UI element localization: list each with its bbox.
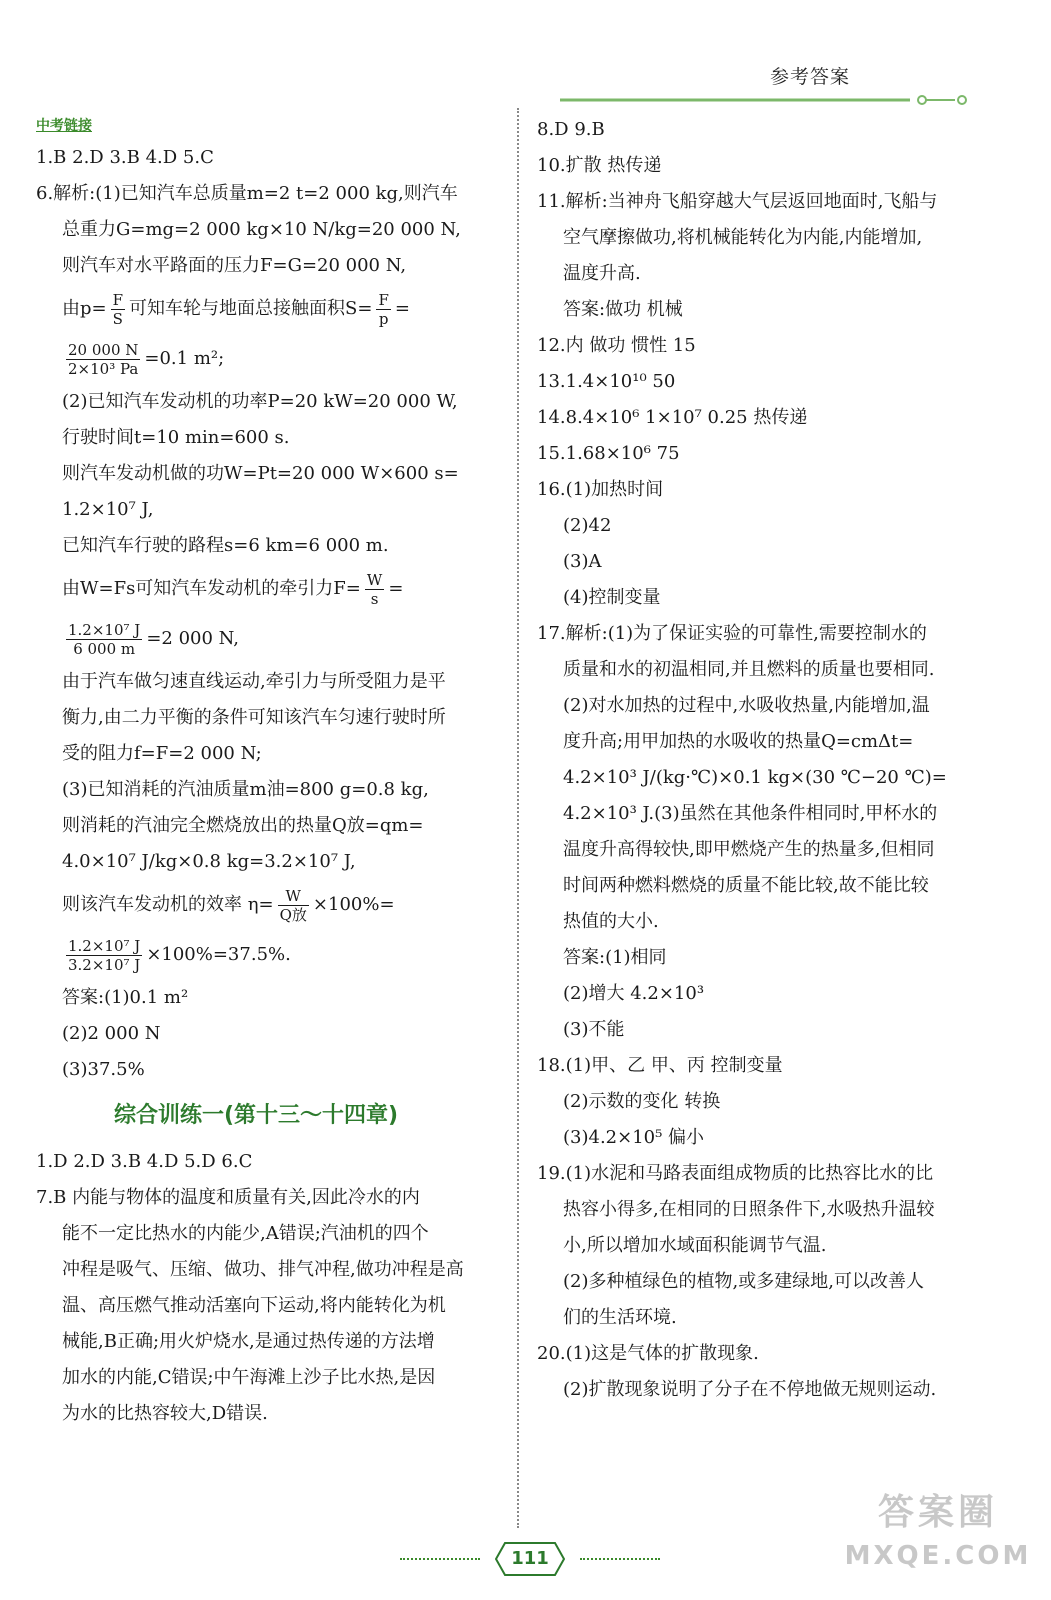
text-line: 热值的大小. [563, 911, 659, 932]
text-line: 温度升高得较快,即甲燃烧产生的热量多,但相同 [563, 839, 935, 860]
formula-line: $\frac{20 000 N}{\text{2×10³ Pa}}$ =0.1 m²; [68, 340, 225, 378]
text-line: 衡力,由二力平衡的条件可知该汽车匀速行驶时所 [62, 707, 446, 728]
text-line: 由于汽车做匀速直线运动,牵引力与所受阻力是平 [62, 671, 446, 692]
section-title: 综合训练一(第十三～十四章) [113, 1103, 399, 1128]
text-line: 则汽车发动机做的功W=Pt=20 000 W×600 s= [62, 463, 459, 484]
text-line: 4.0×10⁷ J/kg×0.8 kg=3.2×10⁷ J, [62, 851, 356, 872]
text-line: (3)已知消耗的汽油质量m油=800 g=0.8 kg, [62, 779, 429, 800]
header-decoration [560, 95, 980, 105]
formula-line: $\frac{\text{1.2×10⁷ J}}{6 000 m}$ =2 000 N, [68, 620, 239, 658]
fraction: $\frac{W}{\text{Q放}}$ [279, 886, 307, 924]
text-line: 为水的比热容较大,D错误. [62, 1403, 268, 1424]
text-line: (2)示数的变化 转换 [563, 1091, 721, 1112]
formula-line: 则该汽车发动机的效率 η= $\frac{W}{\text{Q放}}$ ×100%= [62, 886, 395, 924]
text-line: (2)扩散现象说明了分子在不停地做无规则运动. [563, 1379, 937, 1400]
text-line: 1.B 2.D 3.B 4.D 5.C [36, 147, 214, 168]
text-line: 加水的内能,C错误;中午海滩上沙子比水热,是因 [62, 1367, 436, 1388]
fraction: $\frac{F}{p}$ [378, 290, 389, 328]
text-line: 18.(1)甲、乙 甲、丙 控制变量 [537, 1055, 783, 1076]
right-column [537, 112, 997, 1408]
text-line: 14.8.4×10⁶ 1×10⁷ 0.25 热传递 [537, 407, 808, 428]
text-line: 则汽车对水平路面的压力F=G=20 000 N, [62, 255, 407, 276]
fraction: $\frac{\text{1.2×10⁷ J}}{\text{3.2×10⁷ J}}$ [68, 936, 141, 974]
text-line: 8.D 9.B [537, 119, 605, 140]
text-line: (3)4.2×10⁵ 偏小 [563, 1127, 705, 1148]
text-line: 温、高压燃气推动活塞向下运动,将内能转化为机 [62, 1295, 446, 1316]
text-line: 1.2×10⁷ J, [62, 499, 154, 520]
fraction: $\frac{F}{S}$ [112, 290, 124, 328]
text-line: 能不一定比热水的内能少,A错误;汽油机的四个 [62, 1223, 429, 1244]
text-line: 们的生活环境. [563, 1307, 677, 1328]
page-number: 111 [511, 1548, 549, 1569]
fraction: $\frac{W}{s}$ [366, 570, 383, 608]
answer-line: 答案:(1)0.1 m² [62, 987, 189, 1008]
footer-dots-left [400, 1558, 480, 1560]
text-line: 4.2×10³ J.(3)虽然在其他条件相同时,甲杯水的 [563, 803, 938, 824]
text-line: 温度升高. [563, 263, 641, 284]
text-line: (3)A [563, 551, 602, 572]
text-line: 空气摩擦做功,将机械能转化为内能,内能增加, [563, 227, 923, 248]
text-line: 已知汽车行驶的路程s=6 km=6 000 m. [62, 535, 389, 556]
text-line: 械能,B正确;用火炉烧水,是通过热传递的方法增 [62, 1331, 435, 1352]
text-line: 7.B 内能与物体的温度和质量有关,因此冷水的内 [36, 1187, 420, 1208]
text-line: 小,所以增加水域面积能调节气温. [563, 1235, 827, 1256]
text-line: 时间两种燃料燃烧的质量不能比较,故不能比较 [563, 875, 929, 896]
left-column [36, 112, 476, 1432]
text-line: 20.(1)这是气体的扩散现象. [537, 1343, 759, 1364]
fraction: $\frac{\text{1.2×10⁷ J}}{6 000 m}$ [68, 620, 141, 658]
text-line: 则消耗的汽油完全燃烧放出的热量Q放=qm= [62, 815, 424, 836]
column-divider [517, 108, 519, 1528]
answer-line: (2)2 000 N [62, 1023, 161, 1044]
text-line: 17.解析:(1)为了保证实验的可靠性,需要控制水的 [537, 623, 927, 644]
text-line: 受的阻力f=F=2 000 N; [62, 743, 262, 764]
header-title: 参考答案 [769, 66, 850, 88]
text-line: 热容小得多,在相同的日照条件下,水吸热升温较 [563, 1199, 935, 1220]
page-footer [400, 1540, 660, 1580]
text-line: (2)已知汽车发动机的功率P=20 kW=20 000 W, [62, 391, 458, 412]
watermark-url: MXQE.COM [844, 1541, 1032, 1571]
text-line: 10.扩散 热传递 [537, 155, 662, 176]
fraction: $\frac{20 000 N}{\text{2×10³ Pa}}$ [68, 340, 139, 378]
text-line: 度升高;用甲加热的水吸收的热量Q=cmΔt= [563, 731, 914, 752]
text-line: (4)控制变量 [563, 587, 661, 608]
text-line: 总重力G=mg=2 000 kg×10 N/kg=20 000 N, [62, 219, 461, 240]
text-line: 15.1.68×10⁶ 75 [537, 443, 680, 464]
text-line: 16.(1)加热时间 [537, 479, 664, 500]
answer-line: (3)37.5% [62, 1059, 145, 1080]
formula-line: 由p= $\frac{F}{S}$ 可知车轮与地面总接触面积S= $\frac{F}{p}$ = [62, 290, 410, 328]
answer-line: 答案:做功 机械 [563, 299, 683, 320]
formula-line: 由W=Fs可知汽车发动机的牵引力F= $\frac{W}{s}$ = [62, 570, 404, 608]
text-line: 4.2×10³ J/(kg·℃)×0.1 kg×(30 ℃−20 ℃)= [563, 767, 947, 788]
answer-line: (3)不能 [563, 1019, 625, 1040]
text-line: 6.解析:(1)已知汽车总质量m=2 t=2 000 kg,则汽车 [36, 183, 458, 204]
watermark-text: 答案圈 [877, 1492, 998, 1533]
text-line: 1.D 2.D 3.B 4.D 5.D 6.C [36, 1151, 253, 1172]
text-line: 13.1.4×10¹⁰ 50 [537, 371, 676, 392]
watermark-logo [838, 1488, 1038, 1588]
text-line: 行驶时间t=10 min=600 s. [62, 427, 290, 448]
formula-line: $\frac{\text{1.2×10⁷ J}}{\text{3.2×10⁷ J}}$ ×100%=37.5%. [68, 936, 291, 974]
text-line: 12.内 做功 惯性 15 [537, 335, 696, 356]
text-line: (2)42 [563, 515, 612, 536]
text-line: (2)对水加热的过程中,水吸收热量,内能增加,温 [563, 695, 930, 716]
section-label: 中考链接 [36, 118, 92, 134]
text-line: 质量和水的初温相同,并且燃料的质量也要相同. [563, 659, 935, 680]
text-line: 19.(1)水泥和马路表面组成物质的比热容比水的比 [537, 1163, 934, 1184]
text-line: 冲程是吸气、压缩、做功、排气冲程,做功冲程是高 [62, 1259, 464, 1280]
page-header [560, 40, 1000, 110]
text-line: 11.解析:当神舟飞船穿越大气层返回地面时,飞船与 [537, 191, 938, 212]
text-line: (2)多种植绿色的植物,或多建绿地,可以改善人 [563, 1271, 924, 1292]
footer-dots-right [580, 1558, 660, 1560]
answer-line: (2)增大 4.2×10³ [563, 983, 705, 1004]
answer-line: 答案:(1)相同 [563, 947, 667, 968]
